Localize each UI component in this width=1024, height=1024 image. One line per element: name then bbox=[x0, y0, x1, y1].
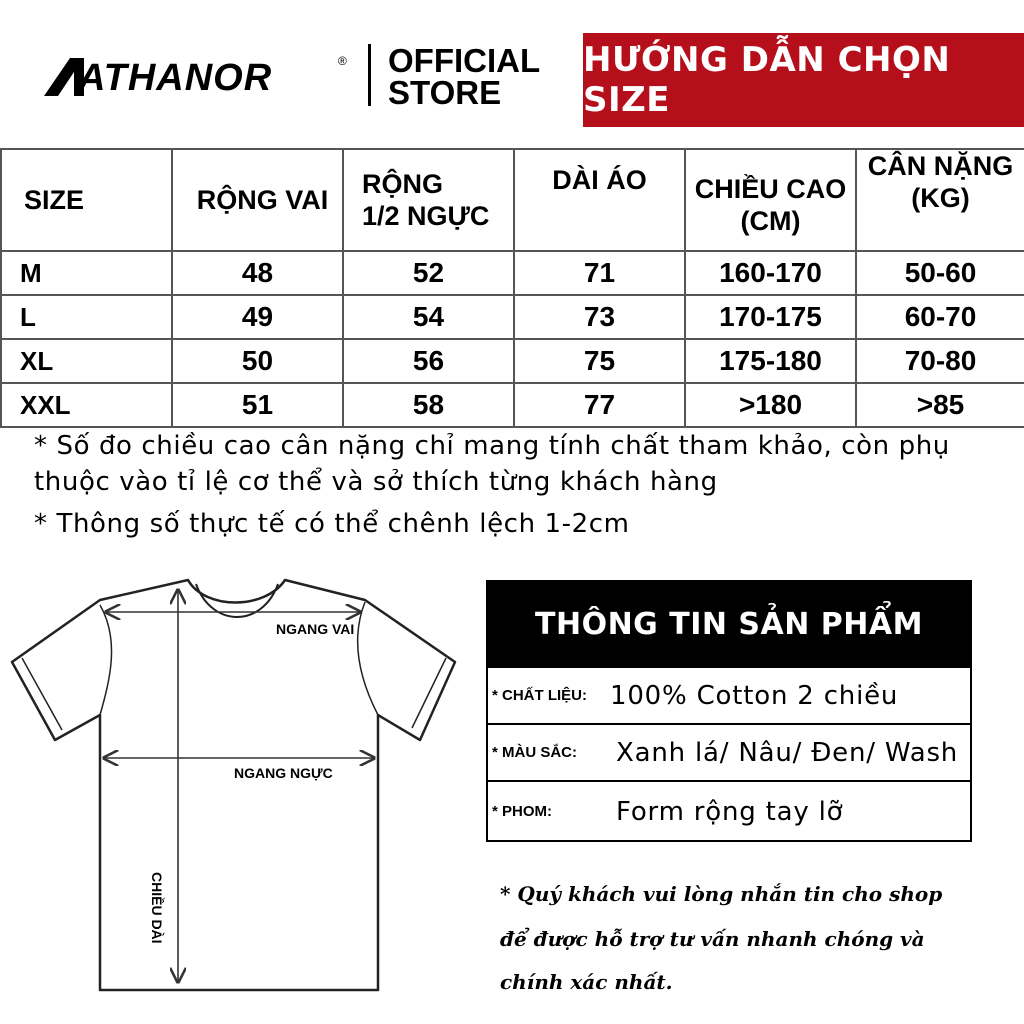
length-cell: 71 bbox=[514, 251, 685, 295]
header-weight: CÂN NẶNG (KG) bbox=[856, 149, 1024, 251]
header-divider bbox=[368, 44, 371, 106]
weight-cell: 50-60 bbox=[856, 251, 1024, 295]
store-label-line1: OFFICIAL bbox=[388, 42, 541, 79]
header-size: SIZE bbox=[1, 149, 172, 251]
chest-cell: 52 bbox=[343, 251, 514, 295]
tolerance-note: * Thông số thực tế có thể chênh lệch 1-2cm bbox=[34, 509, 630, 539]
size-table bbox=[0, 148, 1024, 428]
shirt-measurement-diagram bbox=[0, 570, 470, 1010]
header-length: DÀI ÁO bbox=[514, 149, 685, 251]
height-cell: >180 bbox=[685, 383, 856, 427]
header-chest: RỘNG 1/2 NGỰC bbox=[343, 149, 514, 251]
info-row-material bbox=[486, 668, 972, 725]
chest-cell: 58 bbox=[343, 383, 514, 427]
contact-note-line2: để được hỗ trợ tư vấn nhanh chóng và bbox=[500, 927, 925, 951]
weight-cell: 60-70 bbox=[856, 295, 1024, 339]
header-shoulder: RỘNG VAI bbox=[172, 149, 343, 251]
shoulder-cell: 49 bbox=[172, 295, 343, 339]
size-table-header-row bbox=[1, 149, 1024, 251]
contact-note-line1: * Quý khách vui lòng nhắn tin cho shop bbox=[500, 882, 943, 906]
length-label: CHIỀU DÀI bbox=[149, 872, 165, 944]
info-key: * MÀU SẮC: bbox=[492, 744, 577, 761]
size-cell: XXL bbox=[1, 383, 172, 427]
info-row-fit bbox=[486, 783, 972, 840]
info-key: * PHOM: bbox=[492, 803, 552, 820]
table-row bbox=[1, 383, 1024, 427]
measurement-note: * Số đo chiều cao cân nặng chỉ mang tính chất tham khảo, còn phụ thuộc vào tỉ lệ cơ thể và sở thích từng khách hàng bbox=[34, 431, 950, 497]
size-cell: XL bbox=[1, 339, 172, 383]
size-cell: M bbox=[1, 251, 172, 295]
length-cell: 73 bbox=[514, 295, 685, 339]
store-label-line2: STORE bbox=[388, 74, 502, 111]
height-cell: 160-170 bbox=[685, 251, 856, 295]
weight-cell: >85 bbox=[856, 383, 1024, 427]
chest-label: NGANG NGỰC bbox=[234, 765, 333, 781]
brand-registered-mark: ® bbox=[338, 54, 347, 68]
height-cell: 175-180 bbox=[685, 339, 856, 383]
brand-name: ATHANOR bbox=[78, 57, 273, 99]
info-key: * CHẤT LIỆU: bbox=[492, 687, 587, 704]
length-cell: 77 bbox=[514, 383, 685, 427]
chest-cell: 54 bbox=[343, 295, 514, 339]
shoulder-cell: 51 bbox=[172, 383, 343, 427]
info-row-color bbox=[486, 725, 972, 782]
info-value: Form rộng tay lỡ bbox=[616, 796, 844, 827]
size-guide-banner: HƯỚNG DẪN CHỌN SIZE bbox=[583, 33, 1024, 127]
length-cell: 75 bbox=[514, 339, 685, 383]
shirt-outline bbox=[12, 580, 455, 990]
shoulder-label: NGANG VAI bbox=[276, 621, 355, 637]
weight-cell: 70-80 bbox=[856, 339, 1024, 383]
info-value: 100% Cotton 2 chiều bbox=[610, 680, 899, 711]
info-value: Xanh lá/ Nâu/ Đen/ Wash bbox=[616, 737, 959, 768]
shoulder-cell: 50 bbox=[172, 339, 343, 383]
size-cell: L bbox=[1, 295, 172, 339]
table-row bbox=[1, 295, 1024, 339]
header-height: CHIỀU CAO (CM) bbox=[685, 149, 856, 251]
table-row bbox=[1, 251, 1024, 295]
chest-cell: 56 bbox=[343, 339, 514, 383]
height-cell: 170-175 bbox=[685, 295, 856, 339]
table-row bbox=[1, 339, 1024, 383]
product-info-title: THÔNG TIN SẢN PHẨM bbox=[486, 580, 972, 668]
shoulder-cell: 48 bbox=[172, 251, 343, 295]
contact-note-line3: chính xác nhất. bbox=[500, 970, 673, 994]
